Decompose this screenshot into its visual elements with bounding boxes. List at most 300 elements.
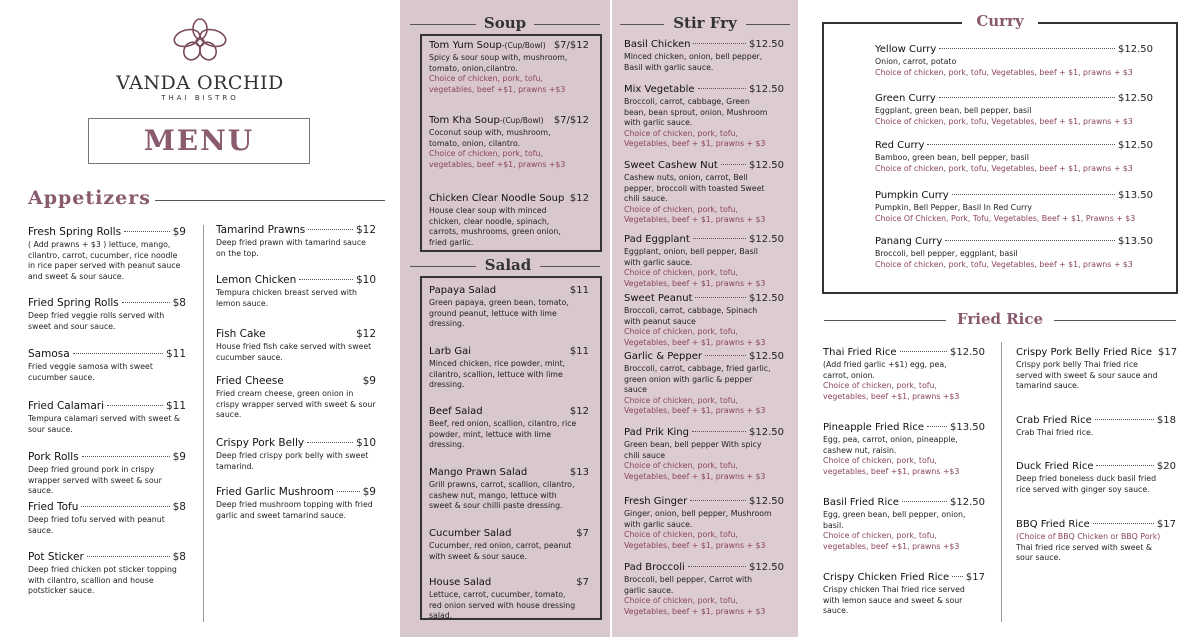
salad-rule-left xyxy=(410,266,476,267)
leader-dots xyxy=(337,491,360,492)
salad-items-item xyxy=(429,467,589,512)
item-description: Pumpkin, Bell Pepper, Basil In Red Curry xyxy=(875,203,1032,212)
menu-item-header xyxy=(28,451,186,463)
item-description: Tempura chicken breast served with lemon sauce. xyxy=(216,288,357,308)
item-description: Crab Thai fried rice. xyxy=(1016,428,1094,437)
menu-item-header xyxy=(624,84,784,95)
item-name: Pot Sticker xyxy=(28,551,84,563)
item-options: Choice of chicken, pork, tofu, Vegetables, beef + $1, prawns + $3 xyxy=(624,461,766,481)
item-options: Choice of chicken, pork, tofu, vegetables, beef +$1, prawns +$3 xyxy=(823,456,960,476)
item-name: Basil Fried Rice xyxy=(823,497,899,508)
salad-title: Salad xyxy=(484,256,532,274)
leader-dots xyxy=(927,426,947,427)
item-price: $9 xyxy=(172,226,186,238)
menu-item-header xyxy=(216,486,376,498)
curry-items-item xyxy=(875,236,1153,270)
item-price: $12.50 xyxy=(749,351,784,362)
menu-item-header xyxy=(875,236,1153,247)
leader-dots xyxy=(122,302,170,303)
item-description: Broccoli, bell pepper, eggplant, basil xyxy=(875,249,1018,258)
item-price: $7/$12 xyxy=(553,40,589,51)
item-description: Deep fried chicken pot sticker topping with cilantro, scallion and house potsticker sauce. xyxy=(28,565,177,596)
item-description-block xyxy=(429,419,579,451)
menu-item-header xyxy=(823,572,985,583)
leader-dots xyxy=(688,566,746,567)
menu-item-header xyxy=(429,40,589,51)
friedrice-col1-item xyxy=(823,422,985,477)
menu-item-header xyxy=(28,226,186,238)
menu-item-header xyxy=(823,347,985,358)
item-description-block xyxy=(429,590,579,622)
item-description-block xyxy=(429,298,579,330)
item-price: $12.50 xyxy=(749,496,784,507)
menu-item-header xyxy=(624,562,784,573)
item-description-block xyxy=(429,480,579,512)
salad-items-item xyxy=(429,346,589,391)
item-options: Choice of chicken, pork, tofu, vegetables, beef +$1, prawns +$3 xyxy=(429,74,566,94)
menu-item-header xyxy=(429,528,589,539)
salad-items-item xyxy=(429,406,589,451)
leader-dots xyxy=(927,144,1115,145)
friedrice-title: Fried Rice xyxy=(956,310,1044,328)
item-price: $8 xyxy=(172,551,186,563)
item-name: Fried Tofu xyxy=(28,501,79,513)
item-name: Sweet Peanut xyxy=(624,293,693,304)
item-description: Tempura calamari served with sweet & sour sauce. xyxy=(28,414,180,434)
item-description-block xyxy=(624,509,774,551)
item-options: Choice of chicken, pork, tofu, vegetables, beef +$1, prawns +$3 xyxy=(823,381,960,401)
menu-item-header xyxy=(429,193,589,204)
menu-item-header xyxy=(28,501,186,513)
item-price: $12.50 xyxy=(950,497,985,508)
menu-item-header xyxy=(875,44,1153,55)
item-description-block xyxy=(28,465,186,497)
leader-dots xyxy=(1095,419,1154,420)
item-name: Larb Gai xyxy=(429,346,471,357)
item-description: Grill prawns, carrot, scallion, cilantro, cashew nut, mango, lettuce with sweet & sour chilli paste dressing. xyxy=(429,480,575,511)
item-name: Fish Cake xyxy=(216,328,266,340)
item-description-block xyxy=(28,311,186,332)
brand-tagline: THAI BISTRO xyxy=(161,94,239,102)
item-description: Cucumber, red onion, carrot, peanut with sweet & sour sauce. xyxy=(429,541,572,561)
leader-dots xyxy=(900,351,947,352)
item-size: -(Cup/Bowl) xyxy=(499,116,544,125)
appetizers-title: Appetizers xyxy=(28,187,151,209)
appetizers-col1-item xyxy=(28,551,186,597)
item-description-block xyxy=(28,565,186,597)
item-name: Papaya Salad xyxy=(429,285,497,296)
item-description: Lettuce, carrot, cucumber, tomato, red onion served with house dressing salad. xyxy=(429,590,576,621)
item-name: Fresh Ginger xyxy=(624,496,688,507)
soup-items-item xyxy=(429,193,589,248)
item-description: Crispy pork belly Thai fried rice served with sweet & sour sauce and tamarind sauce. xyxy=(1016,360,1158,391)
leader-dots xyxy=(939,48,1115,49)
item-description-block xyxy=(624,440,774,482)
menu-item-header xyxy=(28,400,186,412)
item-name: Crab Fried Rice xyxy=(1016,415,1092,426)
item-price: $12 xyxy=(355,224,376,236)
item-description: Crispy chicken Thai fried rice served with lemon sauce and sweet & sour sauce. xyxy=(823,585,965,616)
item-description: Eggplant, onion, bell pepper, Basil with garlic sauce. xyxy=(624,247,758,267)
stirfry-items-item xyxy=(624,427,784,482)
item-description: (Add fried garlic +$1) egg, pea, carrot, onion. xyxy=(823,360,947,380)
item-description: Deep fried crispy pork belly with sweet tamarind. xyxy=(216,451,369,471)
appetizers-col1-item xyxy=(28,400,186,435)
item-name: Lemon Chicken xyxy=(216,274,297,286)
item-price: $17 xyxy=(1158,347,1178,358)
item-options: Choice of chicken, pork, tofu, Vegetables, beef + $1, prawns + $3 xyxy=(624,128,766,149)
item-price: $12.50 xyxy=(950,347,985,358)
menu-item-header xyxy=(216,328,376,340)
item-description: Spicy & sour soup with, mushroom, tomato, onion,cilantro. xyxy=(429,53,568,73)
friedrice-rule-right xyxy=(1054,320,1176,321)
menu-item-header xyxy=(216,437,376,449)
item-size: -(Cup/Bowl) xyxy=(501,41,546,50)
menu-item-header xyxy=(429,577,589,588)
leader-dots xyxy=(299,279,353,280)
item-description-block xyxy=(429,53,579,95)
item-name: Pork Rolls xyxy=(28,451,79,463)
item-description-block xyxy=(624,575,774,617)
item-description: Green bean, bell pepper With spicy chili sauce xyxy=(624,440,762,460)
item-description: Deep fried boneless duck basil fried rice served with ginger soy sauce. xyxy=(1016,474,1157,494)
item-name: Pumpkin Curry xyxy=(875,190,949,201)
item-name: Basil Chicken xyxy=(624,39,691,50)
menu-item-header xyxy=(1016,347,1176,358)
menu-item-header xyxy=(624,234,784,245)
item-price: $13.50 xyxy=(1118,190,1153,201)
soup-rule-right xyxy=(534,24,600,25)
item-description: Beef, red onion, scallion, cilantro, rice powder, mint, lettuce with lime dressing. xyxy=(429,419,577,450)
item-name: Tamarind Prawns xyxy=(216,224,306,236)
stirfry-title: Stir Fry xyxy=(673,14,737,32)
item-description-block xyxy=(875,203,1153,224)
item-description-block xyxy=(216,451,376,472)
appetizers-rule xyxy=(155,200,385,201)
item-description: Broccoli, carrot, cabbage, fried garlic, green onion with garlic & pepper sauce xyxy=(624,364,771,395)
item-description: Broccoli, carrot, cabbage, Green bean, bean sprout, onion, Mushroom with garlic sauce. xyxy=(624,97,768,128)
item-description-block xyxy=(624,364,774,417)
appetizers-col2-item xyxy=(216,486,376,521)
item-description-block xyxy=(429,128,579,170)
leader-dots xyxy=(693,238,746,239)
item-price: $18 xyxy=(1156,415,1176,426)
item-name: Fried Cheese xyxy=(216,375,284,387)
leader-dots xyxy=(81,506,169,507)
item-description: ( Add prawns + $3 ) lettuce, mango, cilantro, carrot, cucumber, rice noodle in rice paper served with peanut sauce and sweet & sour sauce. xyxy=(28,240,181,281)
soup-rule-left xyxy=(410,24,476,25)
appetizers-col1-item xyxy=(28,451,186,497)
item-description: Deep fried ground pork in crispy wrapper served with sweet & sour sauce. xyxy=(28,465,162,496)
curry-items-item xyxy=(875,44,1153,78)
item-name: Green Curry xyxy=(875,93,936,104)
item-description: Bamboo, green bean, bell pepper, basil xyxy=(875,153,1029,162)
menu-item-header xyxy=(1016,519,1176,530)
friedrice-col2-item xyxy=(1016,415,1176,439)
item-price: $9 xyxy=(362,375,376,387)
leader-dots xyxy=(124,231,170,232)
item-description: Deep fried tofu served with peanut sauce. xyxy=(28,515,165,535)
item-description: Deep fried prawn with tamarind sauce on the top. xyxy=(216,238,366,258)
item-description-block xyxy=(216,342,376,363)
item-name: Tom Kha Soup xyxy=(429,115,500,126)
leader-dots xyxy=(87,556,170,557)
item-price: $12.50 xyxy=(749,293,784,304)
item-price: $9 xyxy=(172,451,186,463)
menu-item-header xyxy=(28,348,186,360)
item-options: Choice of chicken, pork, tofu, Vegetables, beef + $1, prawns + $3 xyxy=(875,163,1133,173)
item-price: $13.50 xyxy=(950,422,985,433)
item-description: House clear soup with minced chicken, clear noodle, spinach, carrots, mushrooms, green onion, fried garlic. xyxy=(429,206,561,247)
salad-items-item xyxy=(429,577,589,622)
item-description-block xyxy=(624,247,774,289)
leader-dots xyxy=(952,194,1115,195)
item-options: Choice of chicken, pork, tofu, Vegetables, beef + $1, prawns + $3 xyxy=(624,268,766,288)
menu-item-header xyxy=(624,351,784,362)
leader-dots xyxy=(73,353,163,354)
item-description-block xyxy=(429,206,579,248)
stirfry-items-item xyxy=(624,562,784,617)
menu-item-header xyxy=(823,422,985,433)
item-description-block xyxy=(216,238,376,259)
item-price: $9 xyxy=(362,486,376,498)
item-price: $12.50 xyxy=(749,160,784,171)
leader-dots xyxy=(82,456,170,457)
item-description-block xyxy=(28,240,186,282)
item-price: $12.50 xyxy=(1118,44,1153,55)
item-description: Onion, carrot, potato xyxy=(875,57,957,66)
item-name: Tom Yum Soup xyxy=(429,40,502,51)
item-name: Crispy Pork Belly Fried Rice xyxy=(1016,347,1153,358)
leader-dots xyxy=(308,229,353,230)
item-price: $12 xyxy=(569,193,589,204)
item-name: Cucumber Salad xyxy=(429,528,512,539)
menu-item-header xyxy=(28,297,186,309)
menu-item-header xyxy=(875,93,1153,104)
item-description-block xyxy=(823,585,973,617)
menu-item-header xyxy=(216,224,376,236)
item-price: $12 xyxy=(355,328,376,340)
item-options: Choice of chicken, pork, tofu, Vegetables, beef + $1, prawns + $3 xyxy=(875,67,1133,77)
item-description: Broccoli, carrot, cabbage, Spinach with peanut sauce xyxy=(624,306,758,326)
item-price: $10 xyxy=(355,437,376,449)
item-description-block xyxy=(1016,532,1166,564)
item-description: Minced chicken, rice powder, mint, cilantro, scallion, lettuce with lime dressing. xyxy=(429,359,566,390)
item-price: $7/$12 xyxy=(553,115,589,126)
item-description: Thai fried rice served with sweet & sour sauce. xyxy=(1016,542,1152,563)
item-price: $7 xyxy=(576,577,589,588)
item-description-block xyxy=(216,389,376,421)
item-options: Choice of chicken, pork, tofu, Vegetables, beef + $1, prawns + $3 xyxy=(875,259,1133,269)
item-description-block xyxy=(216,500,376,521)
item-name: Pad Prik King xyxy=(624,427,689,438)
friedrice-col1-item xyxy=(823,347,985,402)
item-price: $12.50 xyxy=(749,84,784,95)
friedrice-col2-item xyxy=(1016,347,1176,392)
friedrice-col1-item xyxy=(823,497,985,552)
item-price: $11 xyxy=(569,346,589,357)
menu-item-header xyxy=(429,285,589,296)
menu-item-header xyxy=(624,39,784,50)
menu-item-header xyxy=(429,346,589,357)
item-description: Deep fried mushroom topping with fried garlic and sweet tamarind sauce. xyxy=(216,500,373,520)
friedrice-col2-item xyxy=(1016,519,1176,564)
menu-item-header xyxy=(823,497,985,508)
menu-title: MENU xyxy=(143,124,255,157)
appetizers-col1-item xyxy=(28,297,186,332)
item-price: $20 xyxy=(1156,461,1176,472)
item-name: Red Curry xyxy=(875,140,925,151)
stirfry-rule-right xyxy=(746,24,790,25)
item-options: Choice of chicken, pork, tofu, Vegetables, beef + $1, prawns + $3 xyxy=(624,327,766,347)
item-price: $11 xyxy=(569,285,589,296)
item-description: Egg, green bean, bell pepper, onion, basil. xyxy=(823,510,966,530)
leader-dots xyxy=(695,297,746,298)
item-description: Fried cream cheese, green onion in crispy wrapper served with sweet & sour sauce. xyxy=(216,389,376,420)
item-description-block xyxy=(28,362,186,383)
salad-items-item xyxy=(429,528,589,562)
item-description: Broccoli, bell pepper, Carrot with garlic sauce. xyxy=(624,575,753,595)
menu-item-header xyxy=(624,496,784,507)
stirfry-items-item xyxy=(624,351,784,417)
menu-item-header xyxy=(28,551,186,563)
menu-item-header xyxy=(875,190,1153,201)
item-name: Crispy Pork Belly xyxy=(216,437,305,449)
item-description: Cashew nuts, onion, carrot, Bell pepper, broccoli with toasted Sweet chili sauce. xyxy=(624,173,765,204)
item-name: Mix Vegetable xyxy=(624,84,695,95)
item-name: House Salad xyxy=(429,577,492,588)
item-options: Choice Of Chicken, Pork, Tofu, Vegetables, Beef + $1, Prawns + $3 xyxy=(875,213,1136,223)
item-description-block xyxy=(875,106,1153,127)
item-price: $12.50 xyxy=(1118,93,1153,104)
item-description-block xyxy=(823,510,973,552)
item-price: $17 xyxy=(965,572,985,583)
curry-title: Curry xyxy=(962,12,1038,30)
item-description: Ginger, onion, bell pepper, Mushroom with garlic sauce. xyxy=(624,509,772,529)
item-name: BBQ Fried Rice xyxy=(1016,519,1090,530)
stirfry-items-item xyxy=(624,84,784,150)
item-name: Fried Calamari xyxy=(28,400,104,412)
item-description-block xyxy=(624,306,774,348)
item-description-block xyxy=(28,515,186,536)
item-name: Beef Salad xyxy=(429,406,483,417)
stirfry-rule-left xyxy=(620,24,664,25)
item-description-block xyxy=(429,541,579,562)
item-options: Choice of chicken, pork, tofu, Vegetables, beef + $1, prawns + $3 xyxy=(624,395,766,416)
item-price: $11 xyxy=(165,400,186,412)
leader-dots xyxy=(939,97,1115,98)
item-options: Choice of chicken, pork, tofu, Vegetables, beef + $1, prawns + $3 xyxy=(875,116,1133,126)
stirfry-items-item xyxy=(624,160,784,226)
item-description: Fried veggie samosa with sweet cucumber sauce. xyxy=(28,362,153,382)
item-name: Chicken Clear Noodle Soup xyxy=(429,193,565,204)
leader-dots xyxy=(698,88,746,89)
item-name: Crispy Chicken Fried Rice xyxy=(823,572,950,583)
item-price: $12.50 xyxy=(749,234,784,245)
item-name: Panang Curry xyxy=(875,236,943,247)
curry-items-item xyxy=(875,93,1153,127)
item-description-block xyxy=(28,414,186,435)
leader-dots xyxy=(1096,465,1153,466)
menu-item-header xyxy=(624,293,784,304)
item-description-block xyxy=(875,57,1153,78)
appetizers-col2-item xyxy=(216,224,376,259)
friedrice-col2-item xyxy=(1016,461,1176,495)
item-name: Pad Eggplant xyxy=(624,234,690,245)
item-price: $12.50 xyxy=(749,427,784,438)
curry-items-item xyxy=(875,190,1153,224)
curry-items-item xyxy=(875,140,1153,174)
appetizers-col1-item xyxy=(28,501,186,536)
friedrice-col1-item xyxy=(823,572,985,617)
item-description-block xyxy=(216,288,376,309)
stirfry-items-item xyxy=(624,496,784,551)
item-description-block xyxy=(624,97,774,150)
item-name: Fried Garlic Mushroom xyxy=(216,486,334,498)
item-name: Garlic & Pepper xyxy=(624,351,702,362)
item-name: Fried Spring Rolls xyxy=(28,297,119,309)
leader-dots xyxy=(693,43,746,44)
item-options: Choice of chicken, pork, tofu, Vegetables, beef + $1, prawns + $3 xyxy=(624,204,766,225)
menu-item-header xyxy=(1016,461,1176,472)
menu-item-header xyxy=(429,467,589,478)
item-description: Eggplant, green bean, bell pepper, basil xyxy=(875,106,1032,115)
leader-dots xyxy=(1093,523,1154,524)
stirfry-items-item xyxy=(624,293,784,348)
item-price: $17 xyxy=(1156,519,1176,530)
leader-dots xyxy=(945,240,1115,241)
item-price: $12.50 xyxy=(1118,140,1153,151)
appetizers-col2-item xyxy=(216,328,376,363)
leader-dots xyxy=(692,431,746,432)
item-price: $13.50 xyxy=(1118,236,1153,247)
item-name: Duck Fried Rice xyxy=(1016,461,1094,472)
brand-name: VANDA ORCHID xyxy=(116,72,284,94)
salad-items-item xyxy=(429,285,589,330)
item-description: Minced chicken, onion, bell pepper, Basil with garlic sauce. xyxy=(624,52,763,72)
item-price: $8 xyxy=(172,297,186,309)
leader-dots xyxy=(705,355,746,356)
menu-item-header xyxy=(429,115,589,126)
item-description-block xyxy=(624,52,774,73)
item-name: Fresh Spring Rolls xyxy=(28,226,122,238)
friedrice-rule-left xyxy=(824,320,946,321)
leader-dots xyxy=(721,164,746,165)
item-description-block xyxy=(875,249,1153,270)
item-price: $7 xyxy=(576,528,589,539)
item-price: $11 xyxy=(165,348,186,360)
item-description: Deep fried veggie rolls served with sweet and sour sauce. xyxy=(28,311,165,331)
friedrice-divider xyxy=(1001,342,1002,622)
item-name: Yellow Curry xyxy=(875,44,937,55)
appetizers-col1-item xyxy=(28,348,186,383)
appetizers-col2-item xyxy=(216,375,376,421)
item-options: Choice of chicken, pork, tofu, Vegetables, beef + $1, prawns + $3 xyxy=(624,530,766,550)
soup-items-item xyxy=(429,115,589,170)
leader-dots xyxy=(307,442,353,443)
appetizers-col2-item xyxy=(216,274,376,309)
item-description-block xyxy=(429,359,579,391)
stirfry-items-item xyxy=(624,39,784,73)
item-description: Coconut soup with, mushroom, tomato, onion, cilantro. xyxy=(429,128,551,148)
menu-item-header xyxy=(875,140,1153,151)
stirfry-items-item xyxy=(624,234,784,289)
item-description-block xyxy=(823,360,973,402)
menu-item-header xyxy=(1016,415,1176,426)
item-description-block xyxy=(1016,428,1166,439)
item-description-block xyxy=(1016,474,1166,495)
menu-item-header xyxy=(429,406,589,417)
